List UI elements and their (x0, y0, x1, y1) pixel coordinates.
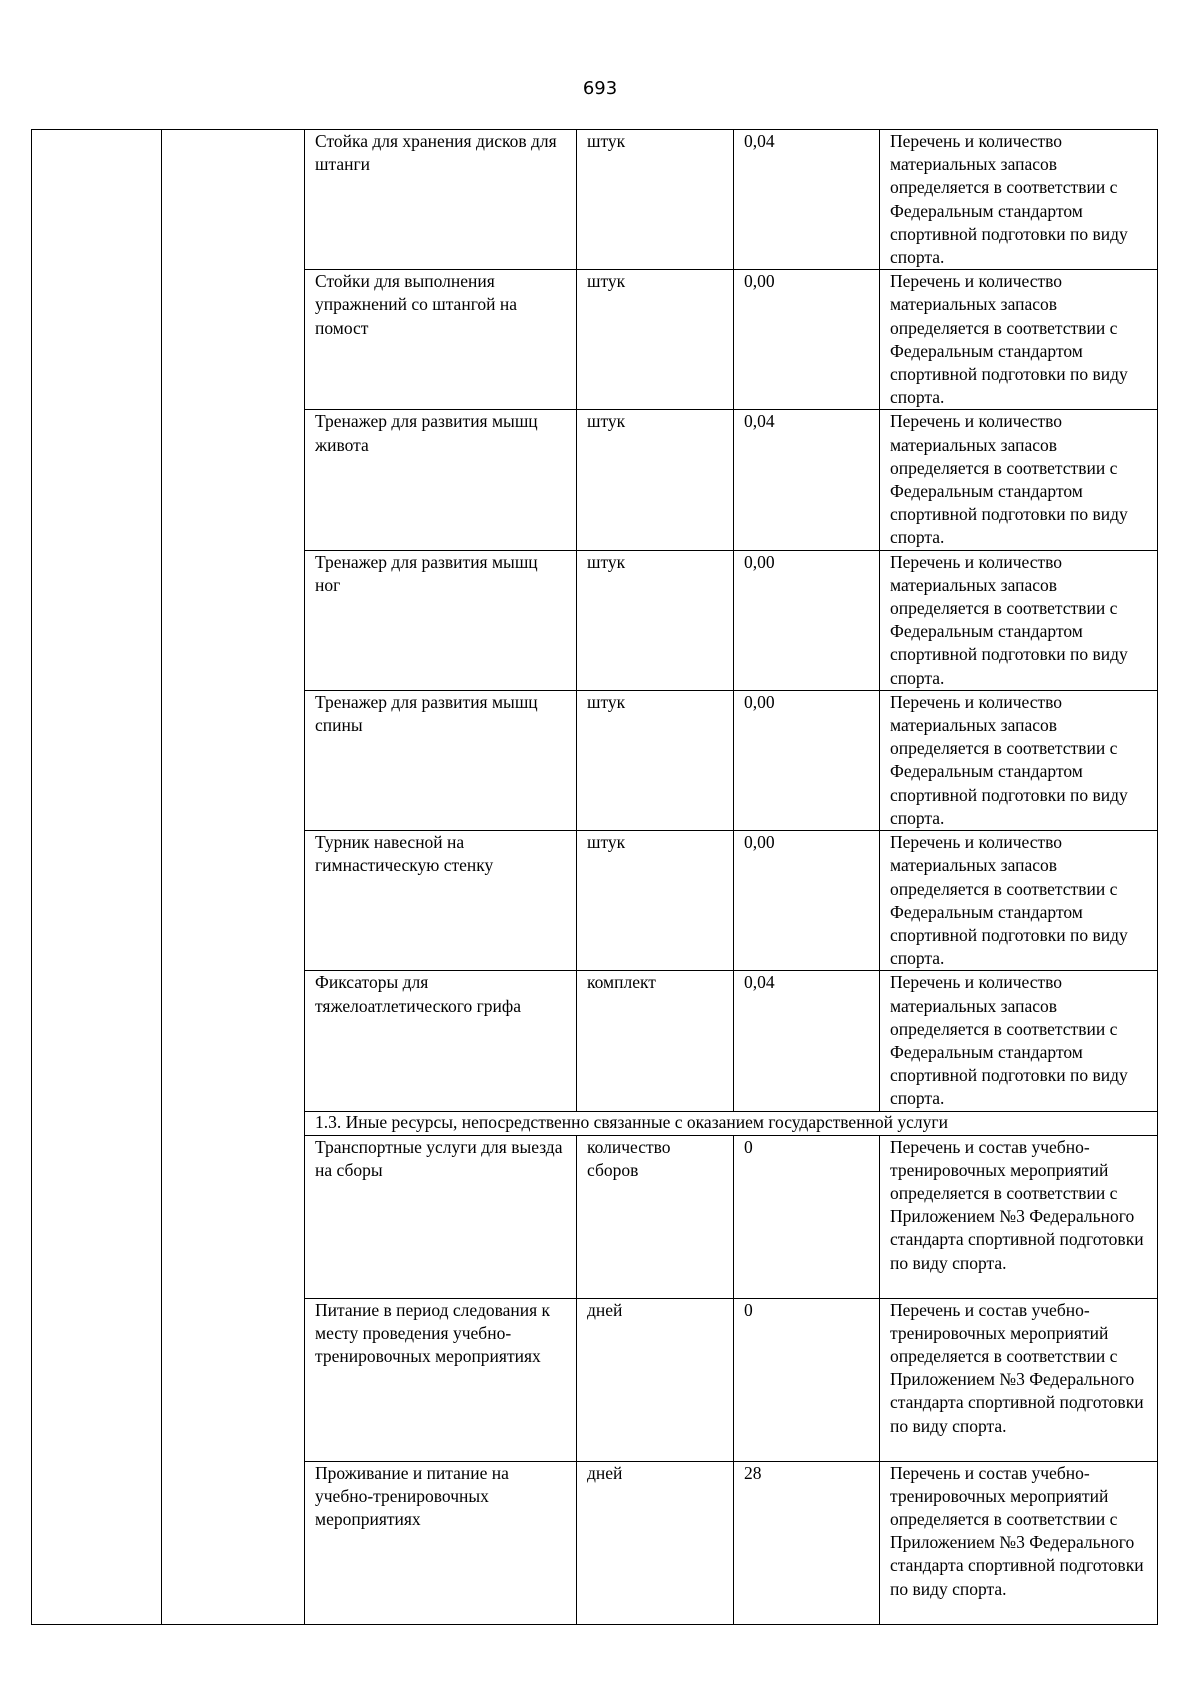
item-value: 0,00 (734, 270, 880, 410)
item-description: Перечень и количество материальных запасов определяется в соответствии с Федеральным стандартом спортивной подготовки по виду спорта. (880, 130, 1158, 270)
item-value: 0,00 (734, 690, 880, 830)
blank-column-2 (162, 130, 305, 1625)
item-unit: штук (577, 550, 734, 690)
item-value: 28 (734, 1461, 880, 1624)
item-unit: штук (577, 410, 734, 550)
item-unit: количество сборов (577, 1135, 734, 1298)
item-unit: комплект (577, 971, 734, 1111)
item-name: Стойки для выполнения упражнений со штангой на помост (305, 270, 577, 410)
item-description: Перечень и состав учебно-тренировочных мероприятий определяется в соответствии с Приложением №3 Федерального стандарта спортивной подготовки по виду спорта. (880, 1298, 1158, 1461)
item-name: Транспортные услуги для выезда на сборы (305, 1135, 577, 1298)
item-unit: дней (577, 1298, 734, 1461)
item-description: Перечень и количество материальных запасов определяется в соответствии с Федеральным стандартом спортивной подготовки по виду спорта. (880, 270, 1158, 410)
item-unit: штук (577, 690, 734, 830)
item-value: 0 (734, 1135, 880, 1298)
item-name: Фиксаторы для тяжелоатлетического грифа (305, 971, 577, 1111)
blank-column-1 (32, 130, 162, 1625)
item-unit: штук (577, 831, 734, 971)
item-description: Перечень и состав учебно-тренировочных мероприятий определяется в соответствии с Приложением №3 Федерального стандарта спортивной подготовки по виду спорта. (880, 1461, 1158, 1624)
item-name: Тренажер для развития мышц ног (305, 550, 577, 690)
item-description: Перечень и количество материальных запасов определяется в соответствии с Федеральным стандартом спортивной подготовки по виду спорта. (880, 410, 1158, 550)
item-name: Стойка для хранения дисков для штанги (305, 130, 577, 270)
item-value: 0 (734, 1298, 880, 1461)
table-row (32, 130, 1158, 270)
item-name: Питание в период следования к месту проведения учебно-тренировочных мероприятиях (305, 1298, 577, 1461)
item-unit: штук (577, 130, 734, 270)
item-unit: дней (577, 1461, 734, 1624)
item-name: Тренажер для развития мышц спины (305, 690, 577, 830)
page-number: 693 (582, 78, 618, 99)
item-value: 0,04 (734, 971, 880, 1111)
item-description: Перечень и состав учебно-тренировочных мероприятий определяется в соответствии с Приложением №3 Федерального стандарта спортивной подготовки по виду спорта. (880, 1135, 1158, 1298)
item-name: Проживание и питание на учебно-тренировочных мероприятиях (305, 1461, 577, 1624)
item-value: 0,04 (734, 410, 880, 550)
item-name: Турник навесной на гимнастическую стенку (305, 831, 577, 971)
item-value: 0,00 (734, 550, 880, 690)
item-description: Перечень и количество материальных запасов определяется в соответствии с Федеральным стандартом спортивной подготовки по виду спорта. (880, 971, 1158, 1111)
item-value: 0,04 (734, 130, 880, 270)
item-value: 0,00 (734, 831, 880, 971)
item-unit: штук (577, 270, 734, 410)
item-description: Перечень и количество материальных запасов определяется в соответствии с Федеральным стандартом спортивной подготовки по виду спорта. (880, 831, 1158, 971)
item-description: Перечень и количество материальных запасов определяется в соответствии с Федеральным стандартом спортивной подготовки по виду спорта. (880, 690, 1158, 830)
section-title: 1.3. Иные ресурсы, непосредственно связанные с оказанием государственной услуги (305, 1111, 1158, 1135)
resources-table (31, 129, 1158, 1625)
item-name: Тренажер для развития мышц живота (305, 410, 577, 550)
item-description: Перечень и количество материальных запасов определяется в соответствии с Федеральным стандартом спортивной подготовки по виду спорта. (880, 550, 1158, 690)
